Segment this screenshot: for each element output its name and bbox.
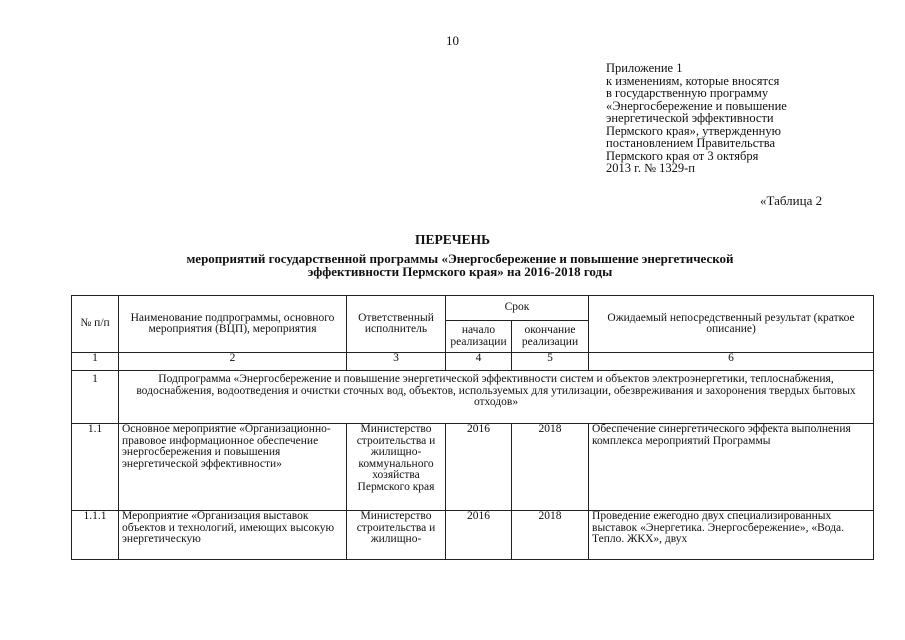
appendix-block	[606, 62, 896, 175]
appendix-line: Пермского края», утвержденную	[606, 123, 781, 138]
appendix-line: Пермского края от 3 октября	[606, 148, 759, 163]
section-title: Подпрограмма «Энергосбережение и повышение энергетической эффективности систем и объектов электроэнергетики, теплоснабжения, водоснабжения, водоотведения и очистки сточных вод, объектов, используемых для утилизации, обезвреживания и захоронения твердых бытовых отходов»	[119, 371, 874, 424]
appendix-line: 2013 г. № 1329-п	[606, 161, 695, 175]
header-end: окончание реализации	[512, 321, 589, 353]
row-number: 1.1.1	[72, 511, 119, 560]
section-row	[72, 371, 874, 424]
header-executor: Ответственный исполнитель	[347, 296, 446, 353]
header-num: № п/п	[72, 296, 119, 353]
appendix-line: Приложение 1	[606, 61, 683, 75]
row-result: Проведение ежегодно двух специализированных выставок «Энергетика. Энергосбережение», «Вода. Тепло. ЖКХ», двух	[589, 511, 874, 560]
column-number: 4	[446, 353, 512, 371]
header-name: Наименование подпрограммы, основного мероприятия (ВЦП), мероприятия	[119, 296, 347, 353]
column-number: 2	[119, 353, 347, 371]
table-row	[72, 511, 874, 560]
row-executor: Министерство строительства и жилищно-	[347, 511, 446, 560]
column-number-row	[72, 353, 874, 371]
row-result: Обеспечение синергетического эффекта выполнения комплекса мероприятий Программы	[589, 424, 874, 511]
document-title: ПЕРЕЧЕНЬ	[414, 232, 491, 247]
row-name: Мероприятие «Организация выставок объектов и технологий, имеющих высокую энергетическую	[119, 511, 347, 560]
row-end: 2018	[512, 511, 589, 560]
row-start: 2016	[446, 511, 512, 560]
appendix-line: энергетической эффективности	[606, 111, 774, 125]
column-number: 5	[512, 353, 589, 371]
table-row	[72, 424, 874, 511]
row-start: 2016	[446, 424, 512, 511]
appendix-line: к изменениям, которые вносятся	[606, 73, 780, 88]
column-number: 3	[347, 353, 446, 371]
table-header-row	[72, 296, 874, 321]
row-executor: Министерство строительства и жилищно-коммунального хозяйства Пермского края	[347, 424, 446, 511]
document-subtitle	[110, 252, 810, 278]
activities-table	[71, 295, 874, 560]
row-number: 1.1	[72, 424, 119, 511]
appendix-line: «Энергосбережение и повышение	[606, 98, 787, 113]
subtitle-line: эффективности Пермского края» на 2016-2018 годы	[307, 264, 613, 279]
table-label: «Таблица 2	[760, 193, 823, 208]
page-number: 10	[446, 33, 459, 48]
subtitle-line: мероприятий государственной программы «Энергосбережение и повышение энергетической	[186, 251, 734, 266]
appendix-line: постановлением Правительства	[606, 136, 776, 150]
header-term: Срок	[446, 296, 589, 321]
appendix-line: в государственную программу	[606, 86, 769, 100]
row-name: Основное мероприятие «Организационно-правовое информационное обеспечение энергосбережения и повышения энергетической эффективности»	[119, 424, 347, 511]
section-number: 1	[72, 371, 119, 424]
header-start: начало реализации	[446, 321, 512, 353]
row-end: 2018	[512, 424, 589, 511]
column-number: 6	[589, 353, 874, 371]
header-result: Ожидаемый непосредственный результат (краткое описание)	[589, 296, 874, 353]
column-number: 1	[72, 353, 119, 371]
